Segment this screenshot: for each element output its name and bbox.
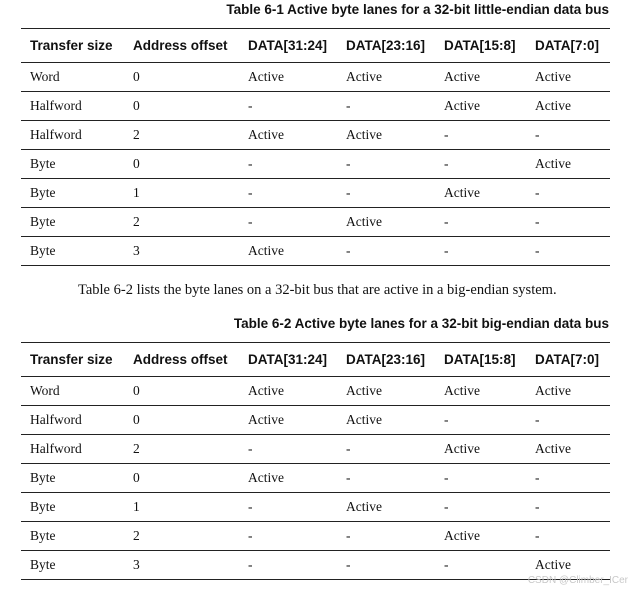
cell-data-7-0: Active	[526, 551, 610, 580]
cell-data-15-8: Active	[435, 435, 526, 464]
cell-data-23-16: -	[337, 179, 435, 208]
table-row	[21, 522, 610, 551]
cell-data-15-8: -	[435, 406, 526, 435]
table-row	[21, 551, 610, 580]
table-row	[21, 377, 610, 406]
table-row	[21, 464, 610, 493]
cell-data-23-16: Active	[337, 406, 435, 435]
table-header-row	[21, 343, 610, 377]
cell-data-7-0: -	[526, 406, 610, 435]
cell-address-offset: 0	[124, 406, 239, 435]
cell-transfer-size: Byte	[21, 493, 124, 522]
table-row	[21, 92, 610, 121]
cell-data-31-24: Active	[239, 406, 337, 435]
cell-data-15-8: Active	[435, 92, 526, 121]
cell-address-offset: 2	[124, 208, 239, 237]
cell-data-7-0: Active	[526, 63, 610, 92]
cell-data-23-16: -	[337, 551, 435, 580]
cell-transfer-size: Halfword	[21, 92, 124, 121]
cell-address-offset: 0	[124, 92, 239, 121]
table-row	[21, 179, 610, 208]
table-6-2-caption: Table 6-2 Active byte lanes for a 32-bit big-endian data bus	[233, 316, 609, 331]
header-transfer-size: Transfer size	[21, 343, 124, 377]
cell-data-15-8: Active	[435, 179, 526, 208]
cell-address-offset: 1	[124, 179, 239, 208]
cell-transfer-size: Halfword	[21, 435, 124, 464]
cell-data-7-0: Active	[526, 435, 610, 464]
cell-data-7-0: -	[526, 121, 610, 150]
cell-data-23-16: -	[337, 237, 435, 266]
cell-data-7-0: -	[526, 464, 610, 493]
cell-transfer-size: Byte	[21, 551, 124, 580]
cell-address-offset: 2	[124, 435, 239, 464]
cell-data-23-16: -	[337, 435, 435, 464]
cell-data-31-24: -	[239, 551, 337, 580]
cell-data-23-16: -	[337, 464, 435, 493]
header-data-7-0: DATA[7:0]	[526, 343, 610, 377]
table-header-row	[21, 29, 610, 63]
header-address-offset: Address offset	[124, 29, 239, 63]
cell-data-23-16: -	[337, 150, 435, 179]
cell-transfer-size: Byte	[21, 522, 124, 551]
cell-data-23-16: Active	[337, 208, 435, 237]
header-data-31-24: DATA[31:24]	[239, 343, 337, 377]
little-endian-byte-lanes-table	[21, 28, 610, 266]
cell-address-offset: 2	[124, 121, 239, 150]
table-row	[21, 63, 610, 92]
cell-data-31-24: -	[239, 179, 337, 208]
cell-data-31-24: -	[239, 150, 337, 179]
watermark: CSDN @Climber_ICer	[527, 575, 628, 586]
cell-address-offset: 3	[124, 237, 239, 266]
cell-transfer-size: Word	[21, 377, 124, 406]
cell-data-15-8: Active	[435, 63, 526, 92]
cell-data-15-8: -	[435, 208, 526, 237]
cell-data-31-24: -	[239, 92, 337, 121]
header-data-31-24: DATA[31:24]	[239, 29, 337, 63]
table-6-1-caption: Table 6-1 Active byte lanes for a 32-bit little-endian data bus	[226, 2, 609, 17]
header-address-offset: Address offset	[124, 343, 239, 377]
body-paragraph: Table 6-2 lists the byte lanes on a 32-bit bus that are active in a big-endian system.	[78, 282, 557, 298]
cell-transfer-size: Halfword	[21, 121, 124, 150]
cell-data-15-8: -	[435, 493, 526, 522]
cell-address-offset: 1	[124, 493, 239, 522]
cell-data-15-8: Active	[435, 377, 526, 406]
table-row	[21, 493, 610, 522]
cell-data-7-0: -	[526, 208, 610, 237]
cell-data-7-0: Active	[526, 92, 610, 121]
cell-data-15-8: -	[435, 150, 526, 179]
cell-data-7-0: -	[526, 237, 610, 266]
header-transfer-size: Transfer size	[21, 29, 124, 63]
cell-data-31-24: -	[239, 435, 337, 464]
table-row	[21, 150, 610, 179]
header-data-23-16: DATA[23:16]	[337, 343, 435, 377]
header-data-15-8: DATA[15:8]	[435, 29, 526, 63]
cell-transfer-size: Word	[21, 63, 124, 92]
header-data-23-16: DATA[23:16]	[337, 29, 435, 63]
cell-data-23-16: Active	[337, 493, 435, 522]
cell-data-7-0: Active	[526, 150, 610, 179]
cell-data-15-8: -	[435, 237, 526, 266]
cell-data-7-0: -	[526, 522, 610, 551]
table-row	[21, 406, 610, 435]
cell-data-31-24: Active	[239, 121, 337, 150]
cell-address-offset: 0	[124, 377, 239, 406]
header-data-7-0: DATA[7:0]	[526, 29, 610, 63]
cell-transfer-size: Byte	[21, 179, 124, 208]
cell-address-offset: 0	[124, 464, 239, 493]
cell-data-31-24: -	[239, 493, 337, 522]
cell-transfer-size: Byte	[21, 464, 124, 493]
cell-data-7-0: -	[526, 493, 610, 522]
table-row	[21, 435, 610, 464]
cell-data-15-8: -	[435, 464, 526, 493]
cell-data-15-8: -	[435, 121, 526, 150]
cell-transfer-size: Byte	[21, 150, 124, 179]
cell-address-offset: 2	[124, 522, 239, 551]
cell-transfer-size: Byte	[21, 208, 124, 237]
table-row	[21, 121, 610, 150]
cell-data-31-24: -	[239, 522, 337, 551]
cell-data-23-16: -	[337, 522, 435, 551]
cell-address-offset: 3	[124, 551, 239, 580]
big-endian-byte-lanes-table	[21, 342, 610, 580]
cell-data-7-0: -	[526, 179, 610, 208]
cell-data-31-24: -	[239, 208, 337, 237]
cell-data-23-16: Active	[337, 63, 435, 92]
cell-transfer-size: Halfword	[21, 406, 124, 435]
table-row	[21, 237, 610, 266]
cell-data-31-24: Active	[239, 377, 337, 406]
cell-data-31-24: Active	[239, 237, 337, 266]
cell-data-7-0: Active	[526, 377, 610, 406]
cell-data-31-24: Active	[239, 63, 337, 92]
header-data-15-8: DATA[15:8]	[435, 343, 526, 377]
cell-data-23-16: Active	[337, 377, 435, 406]
cell-data-23-16: Active	[337, 121, 435, 150]
cell-data-15-8: Active	[435, 522, 526, 551]
table-row	[21, 208, 610, 237]
cell-address-offset: 0	[124, 63, 239, 92]
cell-transfer-size: Byte	[21, 237, 124, 266]
cell-address-offset: 0	[124, 150, 239, 179]
cell-data-31-24: Active	[239, 464, 337, 493]
cell-data-15-8: -	[435, 551, 526, 580]
cell-data-23-16: -	[337, 92, 435, 121]
